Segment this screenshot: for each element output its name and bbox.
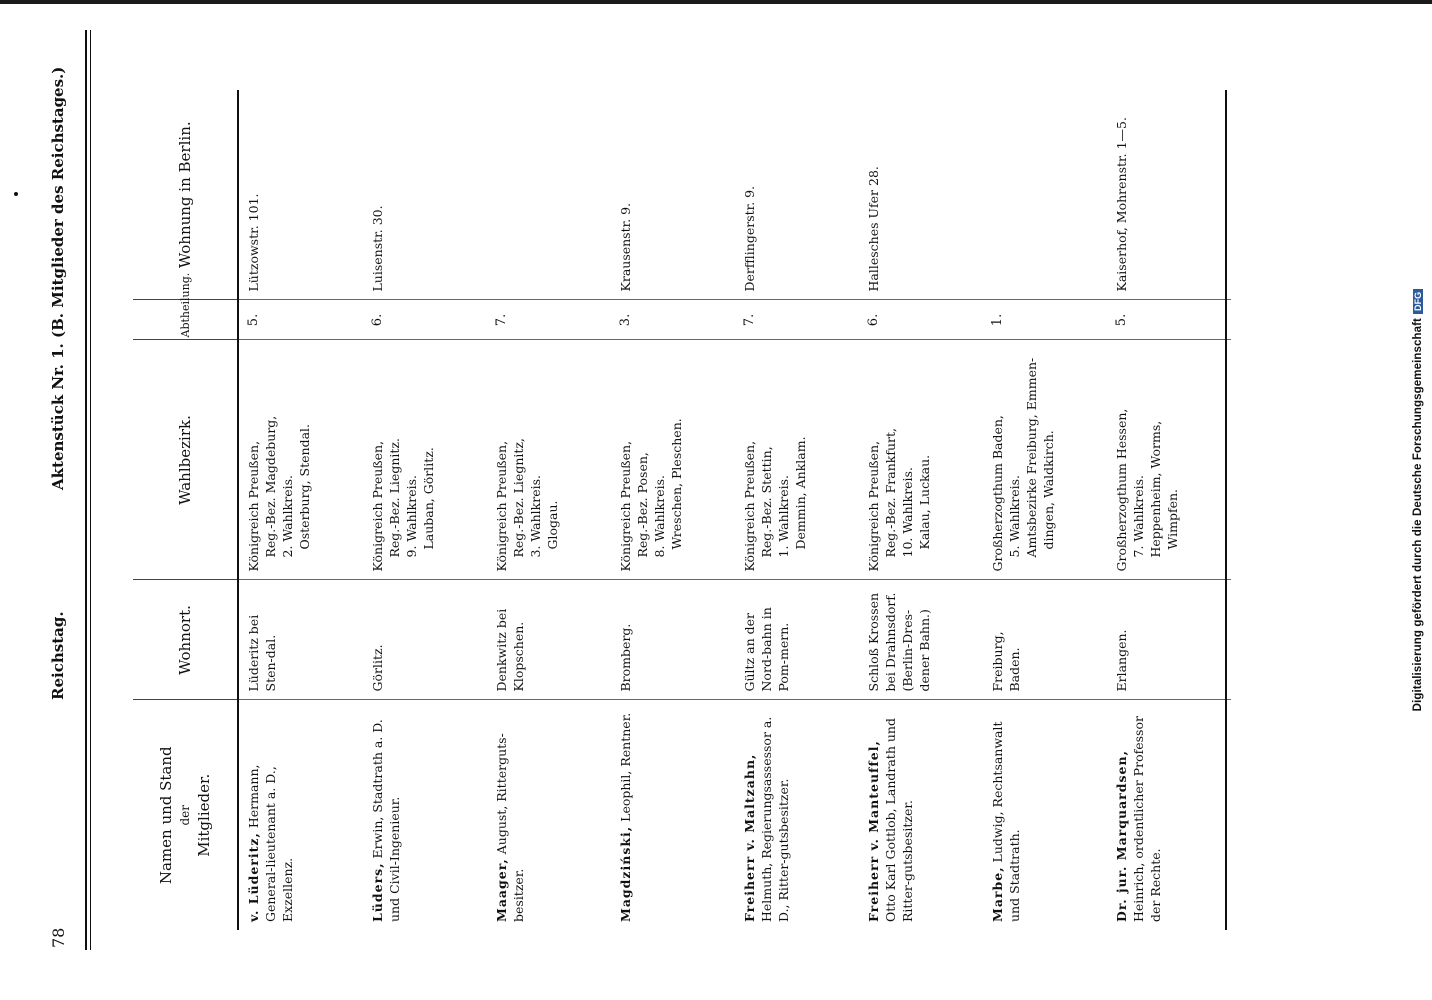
member-title: Helmuth, Regierungsassessor a. D., Ritter-gutsbesitzer.	[759, 716, 791, 922]
member-name: Dr. jur. Marquardsen,	[1114, 750, 1129, 922]
header-name-line: Namen und Stand	[156, 746, 175, 885]
wahlbezirk-line: Reg.-Bez. Liegnitz.	[387, 438, 402, 558]
cell-wohnung: Derfflingerstr. 9.	[735, 90, 859, 300]
header-abtheilung: Abtheilung.	[133, 300, 238, 340]
cell-name	[238, 700, 363, 930]
wahlbezirk-line: Reg.-Bez. Frankfurt,	[883, 428, 898, 558]
cell-abtheilung: 7.	[735, 300, 859, 340]
wahlbezirk-line: Wimpfen.	[1165, 488, 1180, 550]
cell-abtheilung: 5.	[238, 300, 363, 340]
cell-wohnung: Hallesches Ufer 28.	[859, 90, 983, 300]
wahlbezirk-line: Amtsbezirke Freiburg, Emmen-	[1024, 357, 1039, 558]
wahlbezirk-line: Großherzogthum Hessen,	[1114, 408, 1129, 572]
cell-wahlbezirk	[611, 340, 735, 580]
cell-wohnung: Luisenstr. 30.	[363, 90, 487, 300]
cell-wahlbezirk	[983, 340, 1107, 580]
header-name-line: der	[177, 804, 192, 826]
cell-wohnung: Krausenstr. 9.	[611, 90, 735, 300]
wahlbezirk-line: Lauban, Görlitz.	[421, 447, 436, 550]
wahlbezirk-line: Demmin, Anklam.	[793, 436, 808, 550]
table-row	[1107, 90, 1231, 930]
wahlbezirk-line: Kalau, Luckau.	[917, 454, 932, 550]
table-bottom-rule	[1225, 90, 1227, 930]
table-header-row	[133, 90, 238, 930]
cell-wohnort: Erlangen.	[1107, 580, 1231, 700]
member-name: Freiherr v. Maltzahn,	[742, 753, 757, 922]
wahlbezirk-line: Königreich Preußen,	[742, 440, 757, 572]
rotated-document-page	[45, 30, 1255, 950]
wahlbezirk-line: 1. Wahlkreis.	[776, 475, 791, 558]
header-double-rule	[85, 30, 91, 950]
cell-wohnort: Schloß Krossen bei Drahnsdorf. (Berlin-Dres-dener Bahn.)	[859, 580, 983, 700]
wahlbezirk-line: Reg.-Bez. Magdeburg,	[263, 415, 278, 558]
cell-abtheilung: 6.	[859, 300, 983, 340]
header-wohnung: Wohnung in Berlin.	[133, 90, 238, 300]
wahlbezirk-line: Glogau.	[545, 500, 560, 550]
wahlbezirk-line: Großherzogthum Baden,	[990, 415, 1005, 572]
table-row	[611, 90, 735, 930]
wahlbezirk-line: Osterburg, Stendal.	[297, 424, 312, 550]
credit-text	[1412, 4, 1424, 996]
cell-wahlbezirk	[1107, 340, 1231, 580]
credit-strip	[1405, 4, 1431, 996]
member-name: Magdziński,	[618, 825, 633, 922]
cell-name	[859, 700, 983, 930]
header-name-line: Mitglieder.	[194, 773, 213, 857]
table-row	[983, 90, 1107, 930]
wahlbezirk-line: Reg.-Bez. Liegnitz,	[511, 438, 526, 558]
header-name	[133, 700, 238, 930]
cell-wahlbezirk	[238, 340, 363, 580]
wahlbezirk-line: Königreich Preußen,	[866, 440, 881, 572]
wahlbezirk-line: dingen, Waldkirch.	[1041, 430, 1056, 550]
wahlbezirk-line: Reg.-Bez. Stettin,	[759, 446, 774, 558]
wahlbezirk-line: 9. Wahlkreis.	[404, 475, 419, 558]
table-row	[238, 90, 363, 930]
scan-top-edge	[0, 0, 1432, 4]
wahlbezirk-line: 7. Wahlkreis.	[1131, 475, 1146, 558]
member-title: Ludwig, Rechtsanwalt und Stadtrath.	[990, 721, 1022, 922]
cell-wahlbezirk	[363, 340, 487, 580]
wahlbezirk-line: 8. Wahlkreis.	[652, 475, 667, 558]
wahlbezirk-line: 2. Wahlkreis.	[280, 475, 295, 558]
header-wahlbezirk: Wahlbezirk.	[133, 340, 238, 580]
cell-wohnort: Freiburg, Baden.	[983, 580, 1107, 700]
members-table	[133, 90, 1231, 930]
wahlbezirk-line: 5. Wahlkreis.	[1007, 475, 1022, 558]
member-title: Otto Karl Gottlob, Landrath und Ritter-gutsbesitzer.	[883, 718, 915, 922]
member-name: Lüders,	[370, 862, 385, 922]
scan-speck	[14, 192, 18, 196]
cell-wohnort: Lüderitz bei Sten-dal.	[238, 580, 363, 700]
cell-abtheilung: 6.	[363, 300, 487, 340]
cell-abtheilung: 5.	[1107, 300, 1231, 340]
cell-abtheilung: 1.	[983, 300, 1107, 340]
member-title: Leophil, Rentner.	[618, 712, 633, 822]
wahlbezirk-line: Wreschen, Pleschen.	[669, 418, 684, 550]
cell-name	[983, 700, 1107, 930]
cell-name	[487, 700, 611, 930]
cell-name	[363, 700, 487, 930]
wahlbezirk-line: Königreich Preußen,	[494, 440, 509, 572]
member-name: v. Lüderitz,	[246, 832, 261, 922]
member-name: Maager,	[494, 858, 509, 922]
wahlbezirk-line: 3. Wahlkreis.	[528, 475, 543, 558]
cell-wohnung: Kaiserhof, Mohrenstr. 1—5.	[1107, 90, 1231, 300]
cell-name	[611, 700, 735, 930]
member-name: Marbe,	[990, 866, 1005, 922]
cell-abtheilung: 7.	[487, 300, 611, 340]
member-title: August, Ritterguts-besitzer.	[494, 733, 526, 922]
wahlbezirk-line: Königreich Preußen,	[618, 440, 633, 572]
running-head-left: Reichstag.	[49, 611, 67, 700]
dfg-logo-badge: DFG	[1413, 289, 1423, 314]
table-row	[735, 90, 859, 930]
page-number: 78	[49, 927, 68, 948]
wahlbezirk-line: 10. Wahlkreis.	[900, 467, 915, 558]
credit-line: Digitalisierung gefördert durch die Deutsche Forschungsgemeinschaft	[1412, 318, 1424, 712]
table-row	[487, 90, 611, 930]
cell-abtheilung: 3.	[611, 300, 735, 340]
cell-wohnung: Lützowstr. 101.	[238, 90, 363, 300]
running-head-center: Aktenstück Nr. 1. (B. Mitglieder des Reichstages.)	[49, 66, 67, 490]
wahlbezirk-line: Königreich Preußen,	[370, 440, 385, 572]
wahlbezirk-line: Reg.-Bez. Posen,	[635, 452, 650, 558]
cell-wohnung	[487, 90, 611, 300]
cell-wahlbezirk	[487, 340, 611, 580]
cell-wohnort: Gültz an der Nord-bahn in Pom-mern.	[735, 580, 859, 700]
header-wohnort: Wohnort.	[133, 580, 238, 700]
running-head	[45, 30, 79, 950]
cell-name	[735, 700, 859, 930]
wahlbezirk-line: Heppenheim, Worms,	[1148, 420, 1163, 558]
wahlbezirk-line: Königreich Preußen,	[246, 440, 261, 572]
member-title: Hermann, General-lieutenant a. D., Exzellenz.	[246, 764, 295, 922]
cell-wohnort: Denkwitz bei Klopschen.	[487, 580, 611, 700]
member-name: Freiherr v. Manteuffel,	[866, 740, 881, 922]
cell-wohnort: Bromberg.	[611, 580, 735, 700]
member-title: Erwin, Stadtrath a. D. und Civil-Ingenieur.	[370, 719, 402, 922]
cell-wahlbezirk	[859, 340, 983, 580]
cell-name	[1107, 700, 1231, 930]
table-row	[363, 90, 487, 930]
cell-wohnort: Görlitz.	[363, 580, 487, 700]
cell-wohnung	[983, 90, 1107, 300]
member-title: Heinrich, ordentlicher Professor der Rechte.	[1131, 716, 1163, 922]
table-row	[859, 90, 983, 930]
cell-wahlbezirk	[735, 340, 859, 580]
